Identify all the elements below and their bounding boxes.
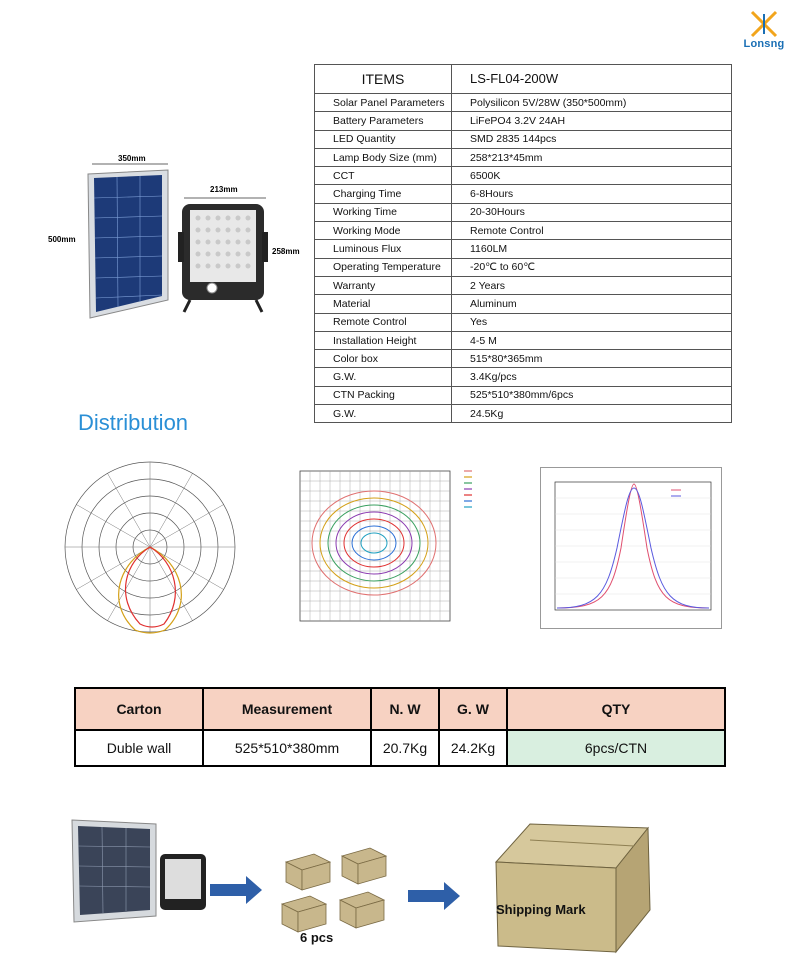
product-image [44,150,314,330]
spec-label: Battery Parameters [315,112,452,130]
spec-value: 20-30Hours [452,203,732,221]
carton-header-carton: Carton [75,688,203,730]
spec-row [315,167,732,185]
spec-label: Color box [315,350,452,368]
packed-product-image [72,820,206,922]
spec-label: Charging Time [315,185,452,203]
spec-label: CTN Packing [315,386,452,404]
spec-row [315,94,732,112]
distribution-title: Distribution [78,410,189,435]
arrow-right-icon [210,876,262,904]
spec-label: Warranty [315,276,452,294]
spec-header-row [315,65,732,94]
spec-value: 4-5 M [452,331,732,349]
spec-table [314,64,732,423]
spec-value: 525*510*380mm/6pcs [452,386,732,404]
spec-row [315,148,732,166]
spec-row [315,313,732,331]
small-boxes-image [282,848,386,932]
arrow-right-icon [408,882,460,910]
packing-flow-diagram [60,810,740,960]
carton-header-gw: G. W [439,688,507,730]
carton-type: Duble wall [75,730,203,766]
spec-row [315,350,732,368]
brand-name: Lonsng [743,38,785,50]
spec-label: Remote Control [315,313,452,331]
spec-label: LED Quantity [315,130,452,148]
shipping-mark-label: Shipping Mark [496,902,586,917]
spec-row [315,130,732,148]
spec-value: LiFePO4 3.2V 24AH [452,112,732,130]
spec-value: Polysilicon 5V/28W (350*500mm) [452,94,732,112]
spec-value: SMD 2835 144pcs [452,130,732,148]
spec-value: 6500K [452,167,732,185]
spec-label: Lamp Body Size (mm) [315,148,452,166]
carton-table [74,687,726,767]
panel-height-label: 500mm [48,235,76,244]
spec-row [315,112,732,130]
carton-net-weight: 20.7Kg [371,730,439,766]
spec-row [315,222,732,240]
spec-row [315,240,732,258]
spec-label: G.W. [315,405,452,423]
spec-value: 3.4Kg/pcs [452,368,732,386]
spec-row [315,368,732,386]
spec-row [315,405,732,423]
spec-label: CCT [315,167,452,185]
carton-measurement: 525*510*380mm [203,730,371,766]
spec-row [315,295,732,313]
logo-mark-icon [736,10,792,40]
spec-row [315,203,732,221]
spec-value: -20℃ to 60℃ [452,258,732,276]
spec-value: Yes [452,313,732,331]
spec-label: Installation Height [315,331,452,349]
carton-header-nw: N. W [371,688,439,730]
carton-gross-weight: 24.2Kg [439,730,507,766]
spec-row [315,258,732,276]
panel-width-label: 350mm [118,154,146,163]
spec-row [315,185,732,203]
light-intensity-curve [540,467,722,629]
spec-label: G.W. [315,368,452,386]
spec-row [315,276,732,294]
isolux-diagram [292,465,517,665]
carton-header-qty: QTY [507,688,725,730]
spec-label: Material [315,295,452,313]
box-count-label: 6 pcs [300,930,334,945]
spec-value: 515*80*365mm [452,350,732,368]
spec-value: 2 Years [452,276,732,294]
spec-value: 1160LM [452,240,732,258]
spec-value: 258*213*45mm [452,148,732,166]
carton-header-measurement: Measurement [203,688,371,730]
spec-label: Operating Temperature [315,258,452,276]
spec-header-label: ITEMS [315,65,452,94]
spec-value: Aluminum [452,295,732,313]
carton-quantity: 6pcs/CTN [507,730,725,766]
polar-distribution-diagram [60,452,250,652]
spec-row [315,331,732,349]
lamp-width-label: 213mm [210,185,238,194]
spec-row [315,386,732,404]
spec-value: 6-8Hours [452,185,732,203]
spec-label: Working Mode [315,222,452,240]
lamp-height-label: 258mm [272,247,300,256]
spec-label: Working Time [315,203,452,221]
carton-header-row [75,688,725,730]
shipping-carton-image [496,824,650,952]
spec-value: Remote Control [452,222,732,240]
spec-label: Solar Panel Parameters [315,94,452,112]
spec-label: Luminous Flux [315,240,452,258]
spec-value: 24.5Kg [452,405,732,423]
carton-data-row [75,730,725,766]
spec-header-value: LS-FL04-200W [452,65,732,94]
brand-logo [736,10,792,56]
